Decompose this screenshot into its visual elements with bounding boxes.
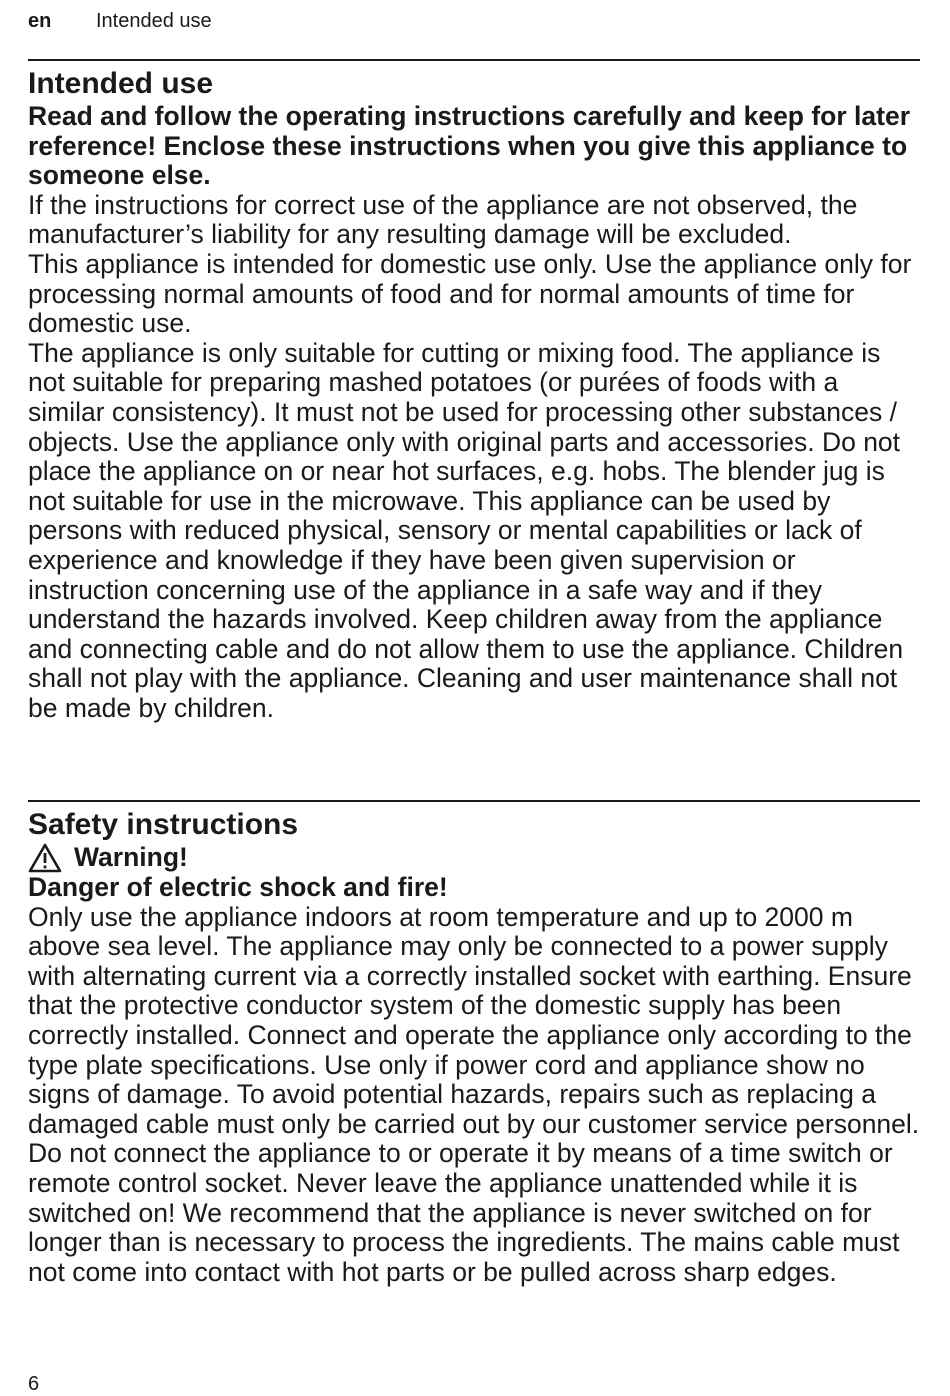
intended-use-paragraph-2: This appliance is intended for domestic use only. Use the appliance only for processing normal amounts of food and for normal amounts of time for domestic use. bbox=[28, 248, 912, 339]
warning-triangle-icon bbox=[28, 843, 62, 873]
safety-heading: Safety instructions bbox=[28, 808, 299, 841]
section-divider bbox=[28, 800, 920, 802]
language-code: en bbox=[28, 10, 52, 32]
warning-label: Warning! bbox=[74, 842, 188, 873]
intended-use-paragraph-3: The appliance is only suitable for cutting or mixing food. The appliance is not suitable for preparing mashed potatoes (or purées of foods with a similar consistency). It must not be used for processing other substances / objects. Use the appliance only with original parts and accessories. Do not place the appliance on or near hot surfaces, e.g. hobs. The blender jug is not suitable for use in the microwave. This appliance can be used by persons with reduced physical, sensory or mental capabilities or lack of experience and knowledge if they have been given supervision or instruction concerning use of the appliance in a safe way and if they understand the hazards involved. Keep children away from the appliance and connecting cable and do not allow them to use the appliance. Children shall not play with the appliance. Cleaning and user maintenance shall not be made by children. bbox=[28, 337, 904, 723]
top-divider bbox=[28, 59, 920, 61]
intended-use-lead: Read and follow the operating instructions carefully and keep for later reference! Enclose these instructions when you give this appliance to someone else. bbox=[28, 101, 911, 191]
page-header bbox=[28, 8, 920, 34]
warning-line bbox=[28, 843, 920, 873]
page-number: 6 bbox=[28, 1373, 40, 1395]
intended-use-heading: Intended use bbox=[28, 67, 214, 100]
danger-label: Danger of electric shock and fire! bbox=[28, 872, 448, 902]
safety-section bbox=[28, 807, 920, 1287]
intended-use-paragraph-1: If the instructions for correct use of the appliance are not observed, the manufacturer’s liability for any resulting damage will be excluded. bbox=[28, 189, 858, 250]
running-title: Intended use bbox=[96, 10, 212, 32]
safety-body: Only use the appliance indoors at room temperature and up to 2000 m above sea level. The appliance may only be connected to a power supply with alternating current via a correctly installed socket with earthing. Ensure that the protective conductor system of the domestic supply has been correctly installed. Connect and operate the appliance only according to the type plate specifications. Use only if power cord and appliance show no signs of damage. To avoid potential hazards, repairs such as replacing a damaged cable must only be carried out by our customer service personnel. Do not connect the appliance to or operate it by means of a time switch or remote control socket. Never leave the appliance unattended while it is switched on! We recommend that the appliance is never switched on for longer than is necessary to process the ingredients. The mains cable must not come into contact with hot parts or be pulled across sharp edges. bbox=[28, 901, 920, 1287]
intended-use-section bbox=[28, 66, 920, 723]
